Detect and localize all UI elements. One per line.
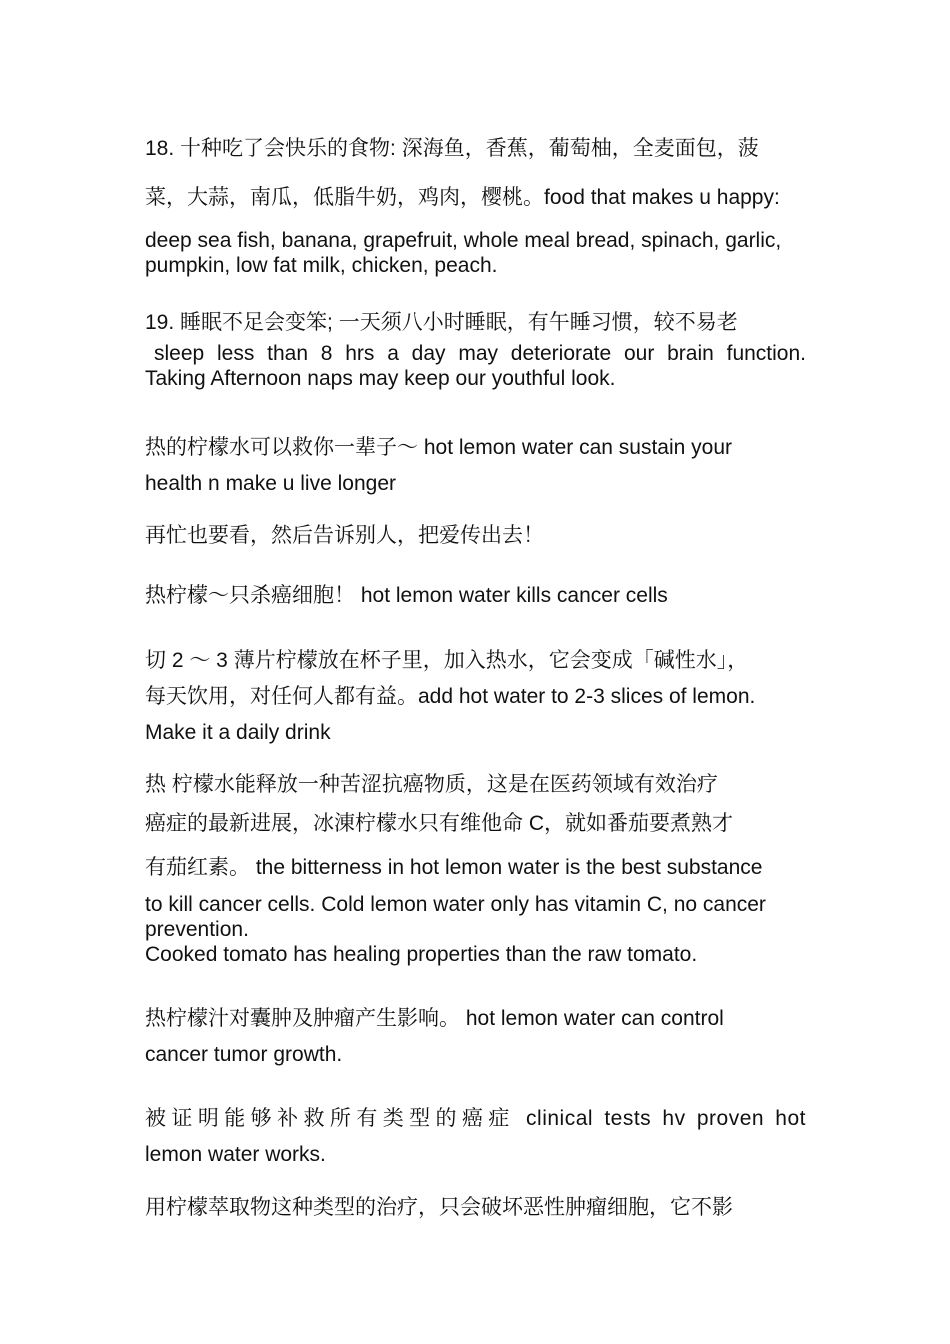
text-line: Cooked tomato has healing properties than the raw tomato. [145,943,698,966]
text-line: 18. 十种吃了会快乐的食物: 深海鱼，香蕉，葡萄柚，全麦面包，菠 [145,137,759,160]
text-line: cancer tumor growth. [145,1043,343,1066]
text-line: 被证明能够补救所有类型的癌症 clinical tests hv proven hot [145,1107,806,1130]
text-line: 癌症的最新进展，冰涷柠檬水只有维他命 C，就如番茄要煮熟才 [145,812,733,835]
text-line: to kill cancer cells. Cold lemon water only has vitamin C, no cancer [145,893,766,916]
text-line: Taking Afternoon naps may keep our youthful look. [145,367,616,390]
text-line: lemon water works. [145,1143,326,1166]
paragraph-extract [145,1190,806,1226]
paragraph-share [145,518,806,554]
text-line: 热柠檬汁对囊肿及肿瘤产生影响。 hot lemon water can control [145,1007,724,1030]
paragraph-tumor [145,1001,806,1073]
text-line: pumpkin, low fat milk, chicken, peach. [145,254,498,277]
text-line: 每天饮用，对任何人都有益。add hot water to 2-3 slices of lemon. [145,685,756,708]
text-line: 热的柠檬水可以救你一辈子～ hot lemon water can sustain your [145,436,732,459]
text-line: 热 柠檬水能释放一种苦涩抗癌物质，这是在医药领域有效治疗 [145,773,718,796]
paragraph-19-sleep [145,305,806,391]
paragraph-clinical [145,1101,806,1173]
text-line: 菜，大蒜，南瓜，低脂牛奶，鸡肉，樱桃。food that makes u happy: [145,186,780,209]
paragraph-kills-cancer [145,578,806,614]
text-line: health n make u live longer [145,472,396,495]
paragraph-slices [145,643,806,751]
text-line: 热柠檬～只杀癌细胞！ hot lemon water kills cancer cells [145,584,668,607]
text-line: 用柠檬萃取物这种类型的治疗，只会破坏恶性肿瘤细胞，它不影 [145,1196,733,1219]
text-line: 19. 睡眠不足会变笨; 一天须八小时睡眠，有午睡习惯，较不易老 [145,311,738,334]
paragraph-hot-lemon-intro [145,430,806,502]
text-line: sleep less than 8 hrs a day may deteriorate our brain function. [154,342,806,365]
text-line: 有茄红素。 the bitterness in hot lemon water is the best substance [145,856,763,879]
paragraph-bitterness [145,766,806,967]
text-line: prevention. [145,918,249,941]
text-line: 切 2 ～ 3 薄片柠檬放在杯子里，加入热水，它会变成「碱性水」， [145,649,749,672]
text-line: 再忙也要看，然后告诉别人，把爱传出去！ [145,524,544,547]
paragraph-18-happy-foods [145,130,806,278]
text-line: Make it a daily drink [145,721,331,744]
text-line: deep sea fish, banana, grapefruit, whole meal bread, spinach, garlic, [145,229,782,252]
